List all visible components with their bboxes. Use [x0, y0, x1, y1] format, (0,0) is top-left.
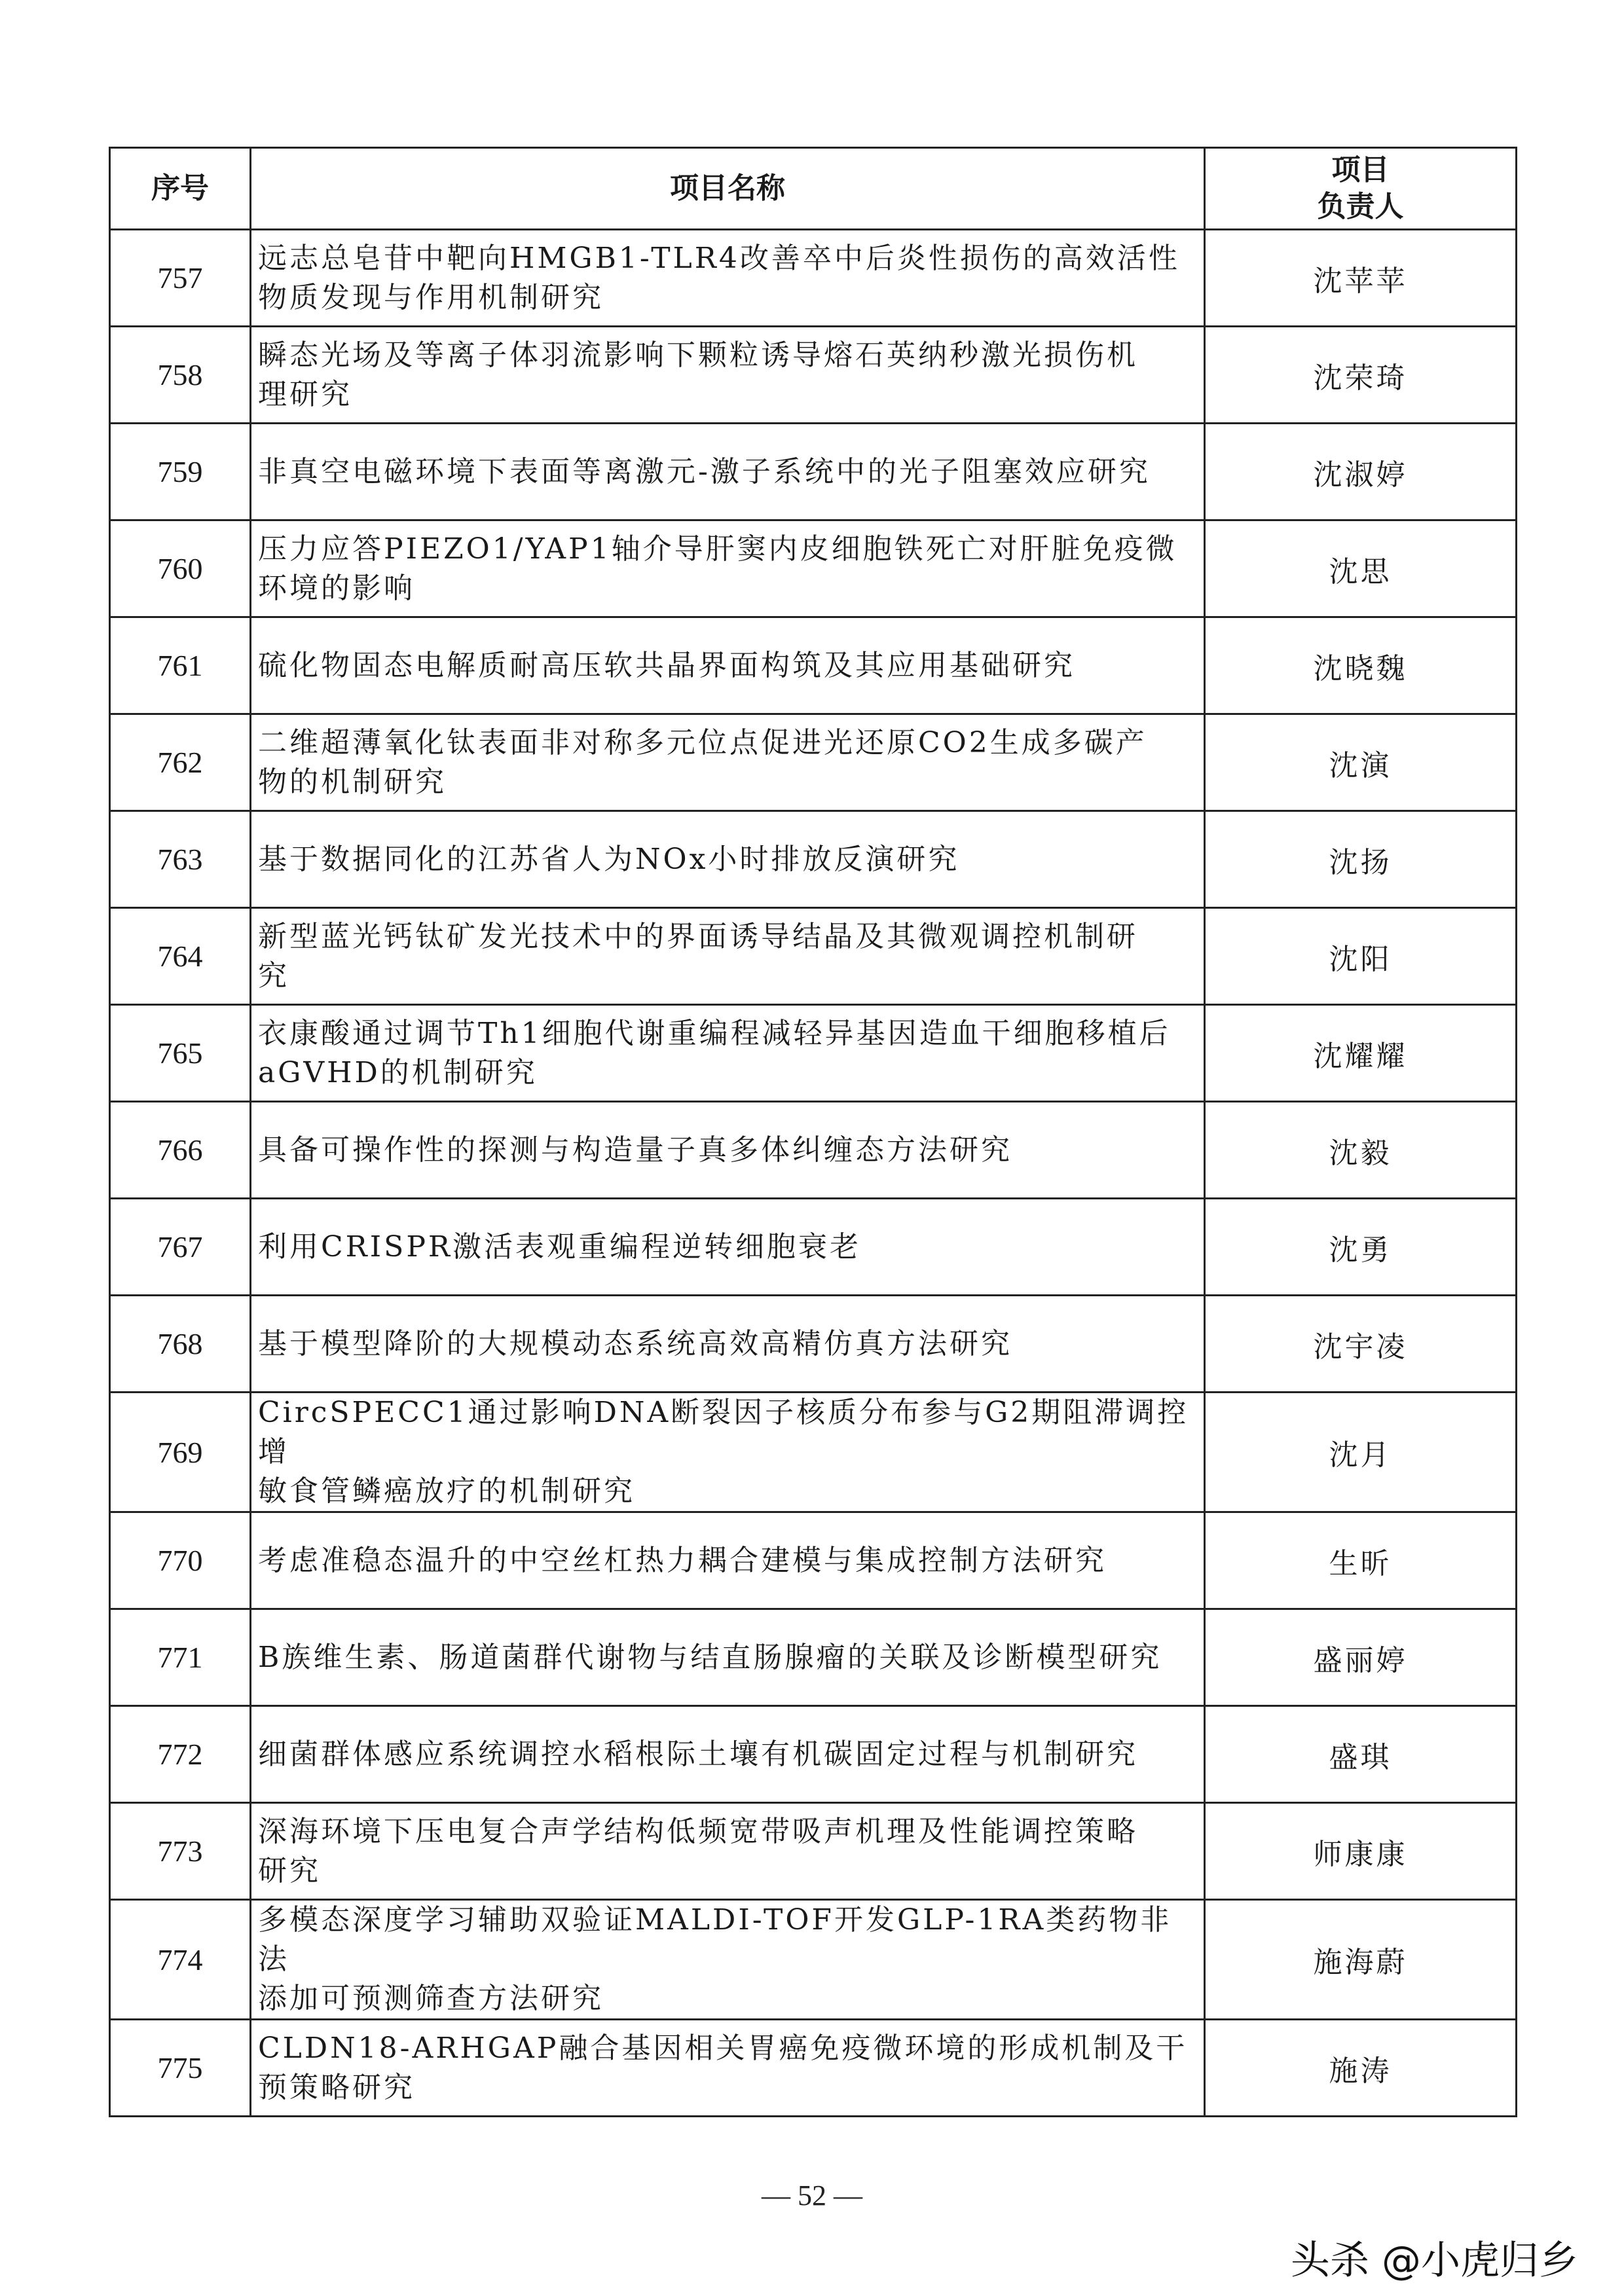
- project-name-line: 压力应答PIEZO1/YAP1轴介导肝窦内皮细胞铁死亡对肝脏免疫微: [258, 532, 1177, 566]
- row-project-name: [251, 1393, 1205, 1512]
- row-seq: 766: [110, 1102, 251, 1199]
- table-row: [110, 1102, 1517, 1199]
- table-row: [110, 520, 1517, 617]
- project-name-line: 究: [258, 958, 289, 993]
- header-leader: [1205, 148, 1517, 230]
- table-row: [110, 1393, 1517, 1512]
- project-name-line: 具备可操作性的探测与构造量子真多体纠缠态方法研究: [258, 1133, 1012, 1167]
- table-row: [110, 1803, 1517, 1900]
- row-seq: 764: [110, 908, 251, 1005]
- row-seq: 763: [110, 811, 251, 908]
- row-seq: 773: [110, 1803, 251, 1900]
- project-name-line: 敏食管鳞癌放疗的机制研究: [258, 1474, 635, 1508]
- row-seq: 762: [110, 714, 251, 811]
- table-row: [110, 811, 1517, 908]
- row-seq: 757: [110, 230, 251, 327]
- table-row: [110, 1706, 1517, 1803]
- row-leader: 施涛: [1205, 2020, 1517, 2117]
- row-project-name: [251, 1706, 1205, 1803]
- row-seq: 770: [110, 1512, 251, 1609]
- table-row: [110, 908, 1517, 1005]
- row-project-name: [251, 1609, 1205, 1706]
- project-name-line: B族维生素、肠道菌群代谢物与结直肠腺瘤的关联及诊断模型研究: [258, 1640, 1162, 1674]
- row-seq: 759: [110, 424, 251, 520]
- header-leader-line2: 负责人: [1317, 190, 1404, 223]
- row-leader: 沈勇: [1205, 1199, 1517, 1296]
- project-table-container: [109, 147, 1515, 2117]
- page-number: — 52 —: [762, 2179, 862, 2212]
- row-seq: 767: [110, 1199, 251, 1296]
- row-leader: 沈毅: [1205, 1102, 1517, 1199]
- row-project-name: [251, 617, 1205, 714]
- project-name-line: 非真空电磁环境下表面等离激元-激子系统中的光子阻塞效应研究: [258, 454, 1151, 488]
- table-row: [110, 424, 1517, 520]
- project-name-line: CLDN18-ARHGAP融合基因相关胃癌免疫微环境的形成机制及干: [258, 2031, 1188, 2065]
- row-seq: 765: [110, 1005, 251, 1102]
- row-leader: 沈思: [1205, 520, 1517, 617]
- row-project-name: [251, 327, 1205, 424]
- table-row: [110, 1512, 1517, 1609]
- table-row: [110, 1609, 1517, 1706]
- project-name-line: 物的机制研究: [258, 765, 447, 799]
- row-seq: 758: [110, 327, 251, 424]
- table-body: [110, 230, 1517, 2117]
- table-row: [110, 617, 1517, 714]
- row-project-name: [251, 908, 1205, 1005]
- project-name-line: 预策略研究: [258, 2070, 415, 2104]
- project-name-line: 环境的影响: [258, 571, 415, 605]
- table-row: [110, 1005, 1517, 1102]
- project-name-line: 添加可预测筛查方法研究: [258, 1982, 604, 2015]
- row-leader: 沈晓魏: [1205, 617, 1517, 714]
- row-leader: 沈淑婷: [1205, 424, 1517, 520]
- row-seq: 775: [110, 2020, 251, 2117]
- header-row: [110, 148, 1517, 230]
- row-project-name: [251, 714, 1205, 811]
- project-name-line: 细菌群体感应系统调控水稻根际土壤有机碳固定过程与机制研究: [258, 1737, 1138, 1771]
- row-leader: 沈荣琦: [1205, 327, 1517, 424]
- project-name-line: 基于数据同化的江苏省人为NOx小时排放反演研究: [258, 842, 960, 876]
- header-leader-line1: 项目: [1331, 153, 1390, 187]
- row-leader: 沈阳: [1205, 908, 1517, 1005]
- project-table: [109, 147, 1517, 2117]
- row-leader: 生昕: [1205, 1512, 1517, 1609]
- row-seq: 774: [110, 1900, 251, 2020]
- row-leader: 施海蔚: [1205, 1900, 1517, 2020]
- project-name-line: 利用CRISPR激活表观重编程逆转细胞衰老: [258, 1230, 862, 1264]
- table-row: [110, 714, 1517, 811]
- row-leader: 沈扬: [1205, 811, 1517, 908]
- table-row: [110, 230, 1517, 327]
- project-name-line: 理研究: [258, 377, 352, 411]
- table-row: [110, 2020, 1517, 2117]
- row-project-name: [251, 811, 1205, 908]
- project-name-line: 新型蓝光钙钛矿发光技术中的界面诱导结晶及其微观调控机制研: [258, 919, 1138, 953]
- row-project-name: [251, 1296, 1205, 1393]
- header-project-name: 项目名称: [251, 148, 1205, 230]
- project-name-line: 多模态深度学习辅助双验证MALDI-TOF开发GLP-1RA类药物非法: [258, 1903, 1172, 1976]
- row-project-name: [251, 1803, 1205, 1900]
- project-name-line: 考虑准稳态温升的中空丝杠热力耦合建模与集成控制方法研究: [258, 1543, 1107, 1577]
- table-header: [110, 148, 1517, 230]
- table-row: [110, 1296, 1517, 1393]
- row-seq: 769: [110, 1393, 251, 1512]
- table-row: [110, 1199, 1517, 1296]
- row-project-name: [251, 1199, 1205, 1296]
- project-name-line: 深海环境下压电复合声学结构低频宽带吸声机理及性能调控策略: [258, 1814, 1138, 1848]
- project-name-line: 远志总皂苷中靶向HMGB1-TLR4改善卒中后炎性损伤的高效活性: [258, 241, 1180, 275]
- project-name-line: 硫化物固态电解质耐高压软共晶界面构筑及其应用基础研究: [258, 648, 1075, 682]
- row-seq: 772: [110, 1706, 251, 1803]
- project-name-line: 瞬态光场及等离子体羽流影响下颗粒诱导熔石英纳秒激光损伤机: [258, 338, 1138, 372]
- row-leader: 盛丽婷: [1205, 1609, 1517, 1706]
- row-seq: 771: [110, 1609, 251, 1706]
- row-seq: 768: [110, 1296, 251, 1393]
- row-seq: 761: [110, 617, 251, 714]
- project-name-line: 衣康酸通过调节Th1细胞代谢重编程减轻异基因造血干细胞移植后: [258, 1016, 1171, 1050]
- project-name-line: CircSPECC1通过影响DNA断裂因子核质分布参与G2期阻滞调控增: [258, 1396, 1189, 1468]
- project-name-line: 研究: [258, 1853, 321, 1887]
- project-name-line: aGVHD的机制研究: [258, 1055, 538, 1089]
- row-project-name: [251, 1005, 1205, 1102]
- row-project-name: [251, 230, 1205, 327]
- row-project-name: [251, 424, 1205, 520]
- row-project-name: [251, 1512, 1205, 1609]
- project-name-line: 二维超薄氧化钛表面非对称多元位点促进光还原CO2生成多碳产: [258, 725, 1147, 759]
- table-row: [110, 327, 1517, 424]
- table-row: [110, 1900, 1517, 2020]
- row-project-name: [251, 1102, 1205, 1199]
- row-project-name: [251, 1900, 1205, 2020]
- row-leader: 沈月: [1205, 1393, 1517, 1512]
- row-leader: 沈演: [1205, 714, 1517, 811]
- row-project-name: [251, 2020, 1205, 2117]
- row-leader: 师康康: [1205, 1803, 1517, 1900]
- row-leader: 沈宇凌: [1205, 1296, 1517, 1393]
- row-leader: 沈苹苹: [1205, 230, 1517, 327]
- watermark: 头杀 @小虎归乡: [1290, 2238, 1578, 2284]
- header-seq: 序号: [110, 148, 251, 230]
- row-project-name: [251, 520, 1205, 617]
- project-name-line: 基于模型降阶的大规模动态系统高效高精仿真方法研究: [258, 1326, 1012, 1360]
- row-leader: 沈耀耀: [1205, 1005, 1517, 1102]
- row-leader: 盛琪: [1205, 1706, 1517, 1803]
- project-name-line: 物质发现与作用机制研究: [258, 280, 604, 314]
- row-seq: 760: [110, 520, 251, 617]
